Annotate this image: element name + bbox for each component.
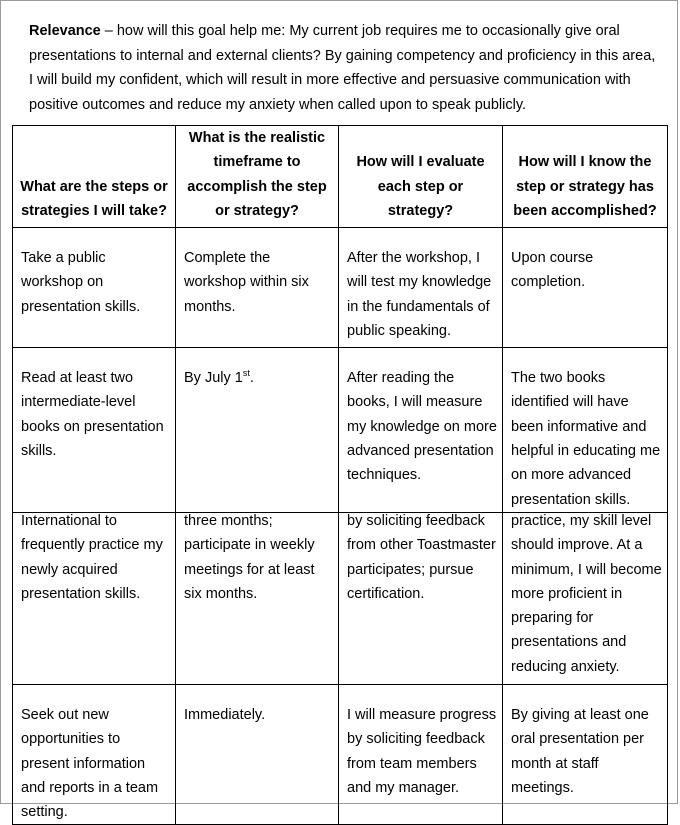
table-row — [13, 348, 668, 513]
cell-evaluate: After the workshop, I will test my knowledge in the fundamentals of public speaking. — [339, 228, 503, 348]
timeframe-period: . — [249, 370, 254, 387]
relevance-text: – how will this goal help me: My current job requires me to occasionally give oral presentations to internal and external clients? By gaining competency and proficiency in this area, I will build my confident, which will result in more effective and persuasive communication with positive outcomes and reduce my anxiety when called upon to speak publicly. — [29, 23, 656, 113]
cell-timeframe: Complete the workshop within six months. — [176, 228, 339, 348]
cell-accomplished: The two books identified will have been informative and helpful in educating me on more advanced presentation skills. — [503, 348, 668, 513]
relevance-label: Relevance — [29, 23, 101, 39]
cell-timeframe — [176, 512, 339, 684]
cell-steps: Read at least two intermediate-level books on presentation skills. — [13, 348, 176, 513]
cell-timeframe: Immediately. — [176, 684, 339, 824]
cell-steps — [13, 512, 176, 684]
cell-timeframe — [176, 348, 339, 513]
cell-evaluate: After reading the books, I will measure my knowledge on more advanced presentation techniques. — [339, 348, 503, 513]
cell-text: three months; participate in weekly meetings for at least six months. — [184, 512, 315, 602]
cell-accomplished: Upon course completion. — [503, 228, 668, 348]
timeframe-date: By July 1 — [184, 370, 243, 387]
cell-evaluate: I will measure progress by soliciting feedback from team members and my manager. — [339, 684, 503, 824]
cell-accomplished: By giving at least one oral presentation per month at staff meetings. — [503, 684, 668, 824]
cell-steps: Take a public workshop on presentation skills. — [13, 228, 176, 348]
action-plan-table — [12, 125, 668, 825]
cell-steps: Seek out new opportunities to present information and reports in a team setting. — [13, 684, 176, 824]
cell-evaluate — [339, 512, 503, 684]
header-accomplished: How will I know the step or strategy has been accomplished? — [503, 126, 668, 228]
table-row — [13, 512, 668, 684]
header-timeframe: What is the realistic timeframe to accomplish the step or strategy? — [176, 126, 339, 228]
cell-text: International to frequently practice my newly acquired presentation skills. — [21, 512, 163, 602]
timeframe-ordinal: st — [242, 368, 250, 379]
table-row — [13, 684, 668, 824]
cell-accomplished — [503, 512, 668, 684]
table-header-row — [13, 126, 668, 228]
cell-text: by soliciting feedback from other Toastmaster participates; pursue certification. — [347, 512, 496, 602]
table-row — [13, 228, 668, 348]
cell-text: practice, my skill level should improve. At a minimum, I will become more proficient in preparing for presentations and reducing anxiety. — [511, 512, 662, 675]
header-evaluate: How will I evaluate each step or strategy? — [339, 126, 503, 228]
relevance-paragraph — [29, 19, 661, 117]
header-steps: What are the steps or strategies I will take? — [13, 126, 176, 228]
